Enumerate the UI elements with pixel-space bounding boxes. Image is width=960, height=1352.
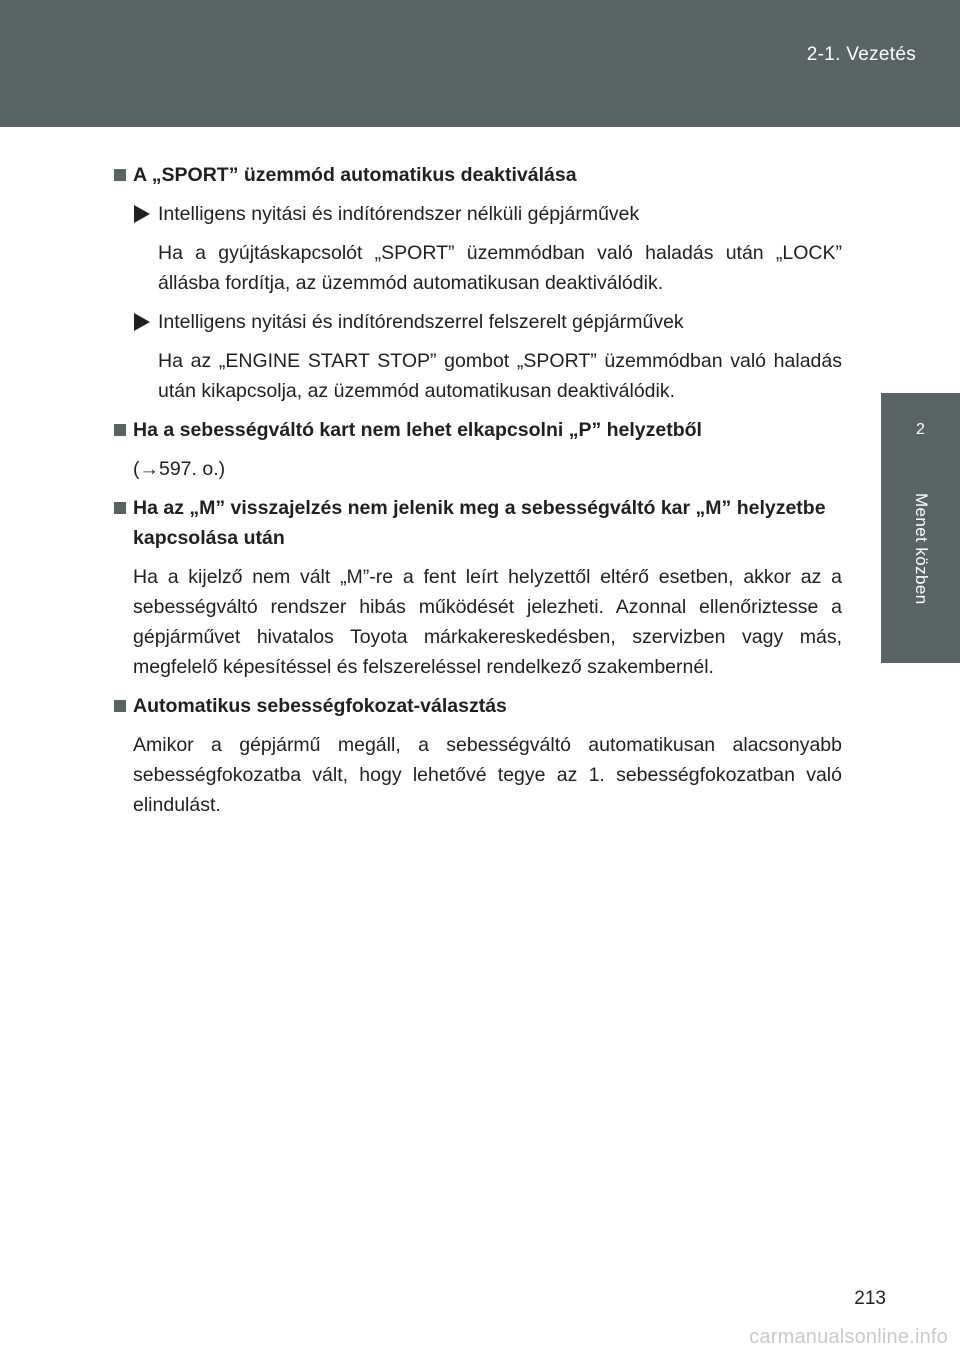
section-heading [112, 415, 842, 445]
section-heading-text: Ha a sebességváltó kart nem lehet elkapcsolni „P” helyzetből [133, 419, 702, 441]
section-m-indicator [112, 493, 842, 682]
section-shift-lever-p [112, 415, 842, 484]
section-heading-text: Ha az „M” visszajelzés nem jelenik meg a sebességváltó kar „M” helyzetbe kapcsolása után [133, 497, 826, 549]
square-bullet-icon [114, 502, 126, 514]
section-title: 2-1. Vezetés [806, 44, 916, 65]
square-bullet-icon [114, 700, 126, 712]
triangle-bullet-icon [134, 205, 150, 223]
square-bullet-icon [114, 424, 126, 436]
page-number: 213 [854, 1288, 886, 1309]
page-content [112, 160, 842, 829]
section-body: Amikor a gépjármű megáll, a sebességváltó automatikusan alacsonyabb sebességfokozatba vált, hogy lehetővé tegye az 1. sebességfokozatban való elindulást. [133, 734, 842, 816]
chapter-tab [881, 393, 960, 477]
section-sport-deactivation [112, 160, 842, 406]
section-body: Ha a kijelző nem vált „M”-re a fent leírt helyzettől eltérő esetben, akkor az a sebességváltó rendszer hibás működését jelezheti. Azonnal ellenőriztesse a gépjárművet hivatalos Toyota márkakereskedésben, szervizben vagy más, megfelelő képesítéssel és felszereléssel rendelkező szakembernél. [133, 566, 842, 678]
square-bullet-icon [114, 169, 126, 181]
subsection-heading-text: Intelligens nyitási és indítórendszer nélküli gépjárművek [158, 203, 640, 225]
chapter-number: 2 [916, 421, 925, 438]
section-heading [112, 691, 842, 721]
subsection-body: Ha az „ENGINE START STOP” gombot „SPORT” üzemmódban való haladás után kikapcsolja, az üzemmód automatikusan deaktiválódik. [158, 350, 842, 402]
triangle-bullet-icon [134, 313, 150, 331]
section-auto-gear-select [112, 691, 842, 820]
page-header [0, 0, 960, 127]
section-heading-text: A „SPORT” üzemmód automatikus deaktiválása [133, 164, 577, 186]
section-heading-text: Automatikus sebességfokozat-választás [133, 695, 507, 717]
chapter-label: Menet közben [912, 493, 931, 605]
subsection-body: Ha a gyújtáskapcsolót „SPORT” üzemmódban való haladás után „LOCK” állásba fordítja, az üzemmód automatikusan deaktiválódik. [158, 242, 842, 294]
watermark: carmanualsonline.info [749, 1326, 948, 1348]
subsection-heading [112, 199, 842, 229]
subsection-heading-text: Intelligens nyitási és indítórendszerrel felszerelt gépjárművek [158, 311, 684, 333]
page-reference: (→597. o.) [133, 458, 226, 480]
section-heading [112, 493, 842, 553]
subsection-heading [112, 307, 842, 337]
section-heading [112, 160, 842, 190]
chapter-strip [881, 477, 960, 663]
